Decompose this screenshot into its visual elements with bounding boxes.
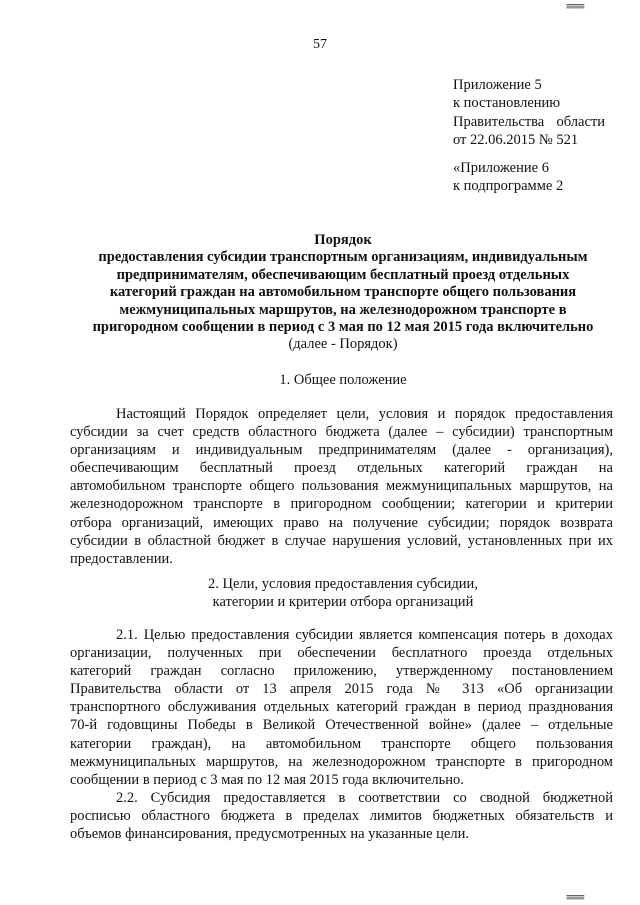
title-line: предпринимателям, обеспечивающим бесплатный проезд отдельных — [116, 266, 570, 283]
text-line: категории граждан), на автомобильном транспорте общего пользования — [70, 735, 613, 752]
title-line: межмуниципальных маршрутов, на железнодорожном транспорте в — [119, 301, 567, 318]
page-number: 57 — [313, 37, 327, 52]
text-line: организации, полученных при обеспечении бесплатного проезда отдельных — [70, 645, 613, 662]
clause-2-2 — [70, 789, 613, 843]
text-line: обеспечивающим бесплатный проезд отдельных категорий граждан на — [70, 460, 613, 477]
text-line: Правительства области от 13 апреля 2015 года № 313 «Об организации — [70, 681, 613, 698]
text-line: железнодорожном транспорте в пригородном сообщении; категории и критерии — [70, 496, 613, 513]
title-line: категорий граждан на автомобильном транспорте общего пользования — [109, 284, 577, 301]
text-line: 70-й годовщины Победы в Великой Отечественной войне» (далее – отдельные — [70, 717, 613, 734]
section-2-heading — [70, 575, 616, 611]
text-line: 2.2. Субсидия предоставляется в соответствии со сводной бюджетной — [116, 790, 613, 806]
appendix-reference — [453, 76, 605, 149]
text-line: субсидии в областной бюджет в случае нарушения условий, установленных при их — [70, 532, 613, 549]
text-line: росписью областного бюджета в пределах лимитов бюджетных обязательств и — [70, 808, 613, 825]
text-line: межмуниципальных маршрутов, на железнодорожном транспорте в пригородном — [70, 753, 613, 770]
text-line: объемов финансирования, предусмотренных на указанные цели. — [70, 826, 469, 843]
section-heading-line: 2. Цели, условия предоставления субсидии, — [208, 576, 478, 592]
clause-2-1 — [70, 626, 613, 789]
title-suffix: (далее - Порядок) — [288, 336, 398, 353]
text-line: 2.1. Целью предоставления субсидии является компенсация потерь в доходах — [116, 627, 613, 643]
section-heading-line: категории и критерии отбора организаций — [212, 594, 474, 610]
text-line: категорий граждан согласно приложению, утвержденному постановлением — [70, 663, 613, 680]
appendix-line — [453, 113, 605, 131]
section-1-heading: 1. Общее положение — [279, 372, 407, 388]
text-line: отбора организаций, имеющих право на получение субсидии; порядок возврата — [70, 514, 613, 531]
appendix-line: к подпрограмме 2 — [453, 178, 564, 195]
corner-mark-bottom: ≡≡≡≡ — [566, 893, 584, 903]
appendix-word: области — [556, 113, 605, 130]
title-line: предоставления субсидии транспортным организациям, индивидуальным — [98, 249, 588, 266]
document-title — [70, 232, 616, 354]
text-line: транспортного обслуживания отдельных категорий граждан в период празднования — [70, 699, 613, 716]
text-line: предоставлении. — [70, 550, 173, 567]
text-line: сообщении в период с 3 мая по 12 мая 2015 года включительно. — [70, 771, 464, 788]
appendix-word: Правительства — [453, 113, 545, 130]
section-1-paragraph — [70, 405, 613, 568]
appendix-line: Приложение 5 — [453, 77, 542, 93]
title-line: пригородном сообщении в период с 3 мая по 12 мая 2015 года включительно — [92, 319, 594, 336]
title-heading: Порядок — [314, 232, 372, 248]
text-line: субсидии за счет средств областного бюджета (далее – субсидии) транспортным — [70, 424, 613, 441]
corner-mark-top: ≡≡≡≡ — [566, 2, 584, 12]
appendix-line: к постановлению — [453, 95, 561, 112]
appendix-line: от 22.06.2015 № 521 — [453, 131, 579, 148]
text-line: автомобильном транспорте общего пользования межмуниципальных маршрутов, на — [70, 478, 613, 495]
text-line: организациям и индивидуальным предпринимателям (далее - организация), — [70, 442, 613, 459]
appendix-line: «Приложение 6 — [453, 160, 549, 176]
text-line: Настоящий Порядок определяет цели, условия и порядок предоставления — [116, 406, 613, 422]
subprogram-reference — [453, 159, 605, 196]
